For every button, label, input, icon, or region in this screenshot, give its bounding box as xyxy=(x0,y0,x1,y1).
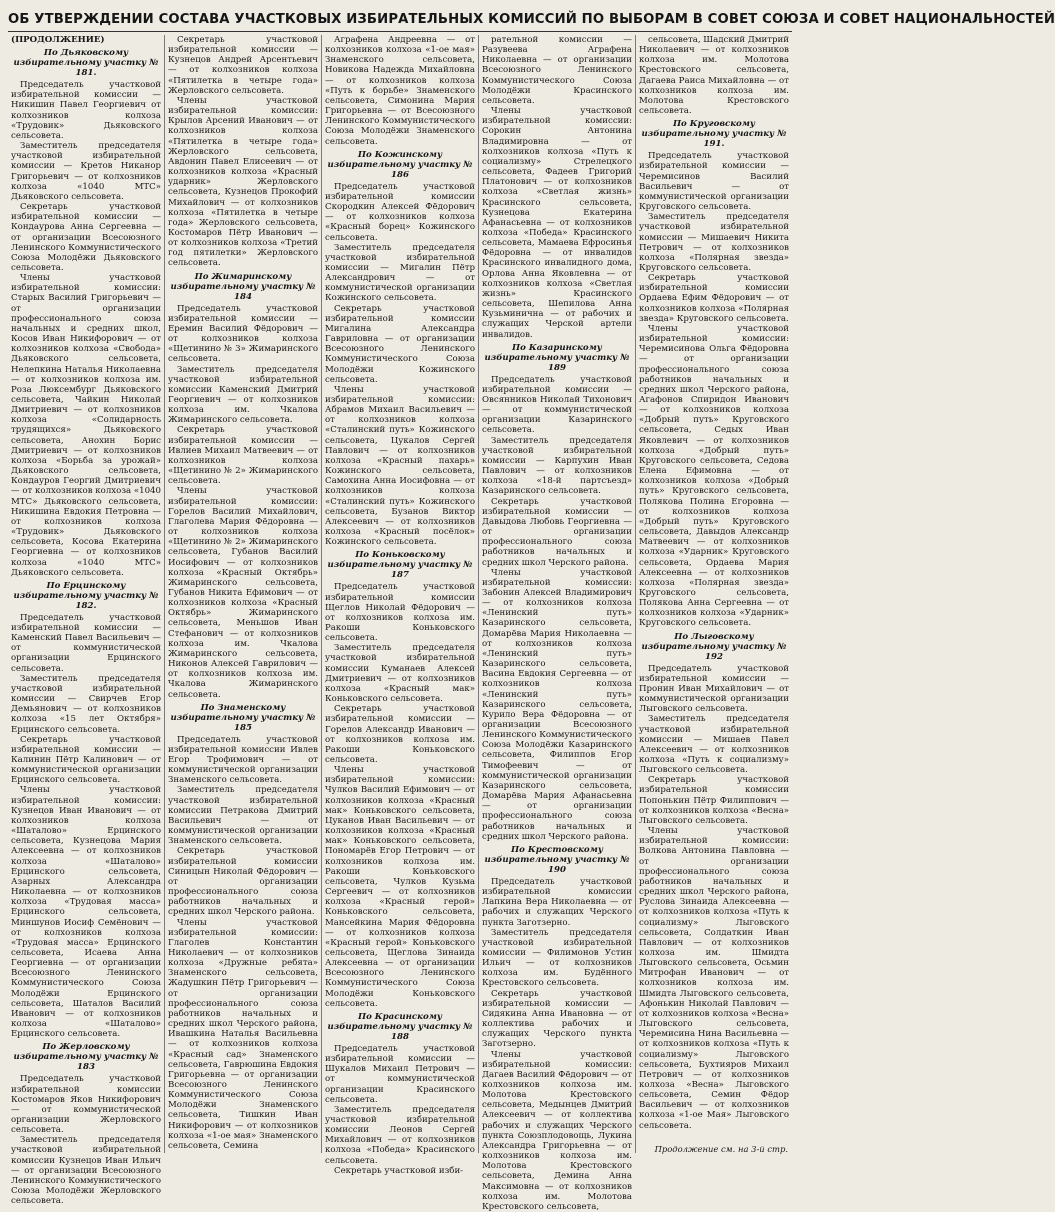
precinct-heading: По Коньковскому избирательному участку № 187 xyxy=(327,550,473,581)
paragraph: Заместитель председателя участковой избирательной комиссии Петракова Дмитрий Васильевич — от коммунистической организации Знаменского сельсовета. xyxy=(168,785,318,847)
paragraph: Члены участковой избирательной комиссии: Черемисинова Ольга Фёдоровна — от организации профессионального союза работников начальных и средних школ Черского района, Агафонов Спиридон Иванович — от колхозников колхоза «Добрый путь» Круговского сельсовета, Седых Иван Яковлевич — от колхозников колхоза «Добрый путь» Круговского сельсовета, Седова Елена Ефимовна — от колхозников колхоза «Добрый путь» Круговского сельсовета, Полякова Полина Егоровна — от колхозников колхоза «Добрый путь» Круговского сельсовета, Давыдов Александр Матвеевич — от колхозников колхоза «Ударник» Круговского сельсовета, Ордаева Мария Алексеевна — от колхозников колхоза «Полярная звезда» Круговского сельсовета, Полякова Анна Сергеевна — от колхозников колхоза «Ударник» Круговского сельсовета. xyxy=(639,323,789,629)
paragraph: Заместитель председателя участковой избирательной комиссии — Кретов Никанор Григорьевич — от колхозников колхоза «1040 МТС» Дьяковского сельсовета. xyxy=(11,141,161,202)
paragraph: Секретарь участковой избирательной комиссии Мигалина Александра Гавриловна — от организации Всесоюзного Ленинского Коммунистического Союза Молодёжи Кожинского сельсовета. xyxy=(325,303,475,385)
paragraph: Члены участковой избирательной комиссии: Забонин Алексей Владимирович — от колхозников колхоза «Ленинский путь» Казаринского сельсовета, Домарёва Мария Николаевна — от колхозников колхоза «Ленинский путь» Казаринского сельсовета, Васина Евдокия Сергеевна — от колхозников колхоза «Ленинский путь» Казаринского сельсовета, Курило Вера Фёдоровна — от организации Всесоюзного Ленинского Коммунистического Союза Молодёжи Казаринского сельсовета, Филиппов Егор Тимофеевич — от коммунистической организации Казаринского сельсовета, Домарёва Мария Афанасьевна — от организации профессионального союза работников начальных и средних школ Черского района. xyxy=(482,567,633,842)
precinct-heading: По Дьяковскому избирательному участку № 181. xyxy=(13,48,159,79)
paragraph: Члены участковой избирательной комиссии: Старых Василий Григорьевич — от организации профессионального союза начальных и средних школ, Косов Иван Никифорович — от колхозников колхоза «Свобода» Дьяковского сельсовета, Нелепкина Наталья Николаевна — от колхозников колхоза им. Роза Люксембург Дьяковского сельсовета, Чайкин Николай Дмитриевич — от колхозников колхоза «Солидарность трудящихся» Дьяковского сельсовета, Анохин Борис Дмитриевич — от колхозников колхоза «Борьба за урожай» Дьяковского сельсовета, Кондауров Георгий Дмитриевич — от колхозников колхоза «1040 МТС» Дьяковского сельсовета, Никишина Евдокия Петровна — от колхозников колхоза «Трудовик» Дьяковского сельсовета, Косова Екатерина Георгиевна — от колхозников колхоза «1040 МТС» Дьяковского сельсовета. xyxy=(11,273,161,578)
paragraph: Аграфена Андреевна — от колхозников колхоза «1-ое мая» Знаменского сельсовета, Новикова Надежда Михайловна — от колхозников колхоза «Путь к борьбе» Знаменского сельсовета, Симонина Мария Григорьевна — от Всесоюзного Ленинского Коммунистического Союза Молодёжи Знаменского сельсовета. xyxy=(325,35,476,147)
paragraph: Секретарь участковой избирательной комиссии — Калинин Пётр Калинович — от коммунистической организации Ерцинского сельсовета. xyxy=(11,734,161,786)
precinct-heading: По Жимаринскому избирательному участку № 184 xyxy=(170,271,316,302)
precinct-heading: По Казаринскому избирательному участку № 189 xyxy=(484,342,630,373)
headline: ОБ УТВЕРЖДЕНИИ СОСТАВА УЧАСТКОВЫХ ИЗБИРАТЕЛЬНЫХ КОМИССИЙ ПО ВЫБОРАМ В СОВЕТ СОЮЗА И СОВЕТ НАЦИОНАЛЬНОСТЕЙ xyxy=(8,12,1055,27)
paragraph: Члены участковой избирательной комиссии: Волкова Антонина Павловна — от организации профессионального союза работников начальных и средних школ Черского района, Руслова Зинаида Алексеевна — от колхозников колхоза «Путь к социализму» Лыговского сельсовета, Солдаткин Иван Павлович — от колхозников колхоза им. Шмидта Лыговского сельсовета, Осьмин Митрофан Иванович — от колхозников колхоза им. Шмидта Лыговского сельсовета, Афонькин Николай Павлович — от колхозников колхоза «Весна» Лыговского сельсовета, Черемисина Нина Васильевна — от колхозников колхоза «Путь к социализму» Лыговского сельсовета, Бухтияров Михаил Петрович — от колхозников колхоза «Весна» Лыговского сельсовета, Семин Фёдор Васильевич — от колхозников колхоза «1-ое Мая» Лыговского сельсовета. xyxy=(639,826,789,1131)
paragraph: Члены участковой избирательной комиссии: Крылов Арсений Иванович — от колхозников колхоза «Пятилетка в четыре года» Жерловского сельсовета, Авдонин Павел Елисеевич — от колхозников колхоза «Красный ударник» Жерловского сельсовета, Кузнецов Прокофий Михайлович — от колхозников колхоза «Пятилетка в четыре года» Жерловского сельсовета, Костомаров Пётр Иванович — от колхозников колхоза «Третий год пятилетки» Жерловского сельсовета. xyxy=(168,95,318,269)
paragraph: Члены участковой избирательной комиссии: Абрамов Михаил Васильевич — от колхозников колхоза «Сталинский путь» Кожинского сельсовета, Цукалов Сергей Павлович — от колхозников колхоза «Красный пахарь» Кожинского сельсовета, Самохина Анна Иосифовна — от колхозников колхоза «Сталинский путь» Кожинского сельсовета, Бузанов Виктор Алексеевич — от колхозников колхоза «Красный посёлок» Кожинского сельсовета. xyxy=(325,384,475,548)
paragraph: рательной комиссии — Разувеева Аграфена Николаевна — от организации Всесоюзного Ленинского Коммунистического Союза Молодёжи Красинского сельсовета. xyxy=(482,35,632,106)
paragraph: Секретарь участковой избирательной комиссии — Кузнецов Андрей Арсентьевич — от колхозников колхоза «Пятилетка в четыре года» Жерловского сельсовета. xyxy=(168,35,318,96)
paragraph: Заместитель председателя участковой избирательной комиссии — Мигалин Пётр Александрович — от коммунистической организации Кожинского сельсовета. xyxy=(325,242,475,304)
headline-rule xyxy=(8,31,792,32)
precinct-heading: По Ерцинскому избирательному участку № 182. xyxy=(13,580,159,611)
paragraph: Председатель участковой избирательной комиссии Скородкин Алексей Фёдорович — от колхозников колхоза «Красный борец» Кожинского сельсовета. xyxy=(325,181,475,243)
paragraph: Члены участковой избирательной комиссии: Кузнецов Иван Иванович — от колхозников колхоза «Шаталово» Ерцинского сельсовета, Кузнецова Мария Алексеевна — от колхозников колхоза «Шаталово» Ерцинского сельсовета, Азарных Александра Николаевна — от колхозников колхоза «Трудовая масса» Ерцинского сельсовета, Миншунов Иосиф Семёнович — от колхозников колхоза «Трудовая масса» Ерцинского сельсовета, Исаева Анна Георгиевна — от организации Всесоюзного Ленинского Коммунистического Союза Молодёжи Ерцинского сельсовета, Шаталов Василий Иванович — от колхозников колхоза «Шаталово» Ерцинского сельсовета. xyxy=(11,785,161,1040)
paragraph: Члены участковой избирательной комиссии: Сорокин Антонина Владимировна — от колхозников колхоза «Путь к социализму» Стрелецкого сельсовета, Фадеев Григорий Платонович — от колхозников колхоза «Светлая жизнь» Красинского сельсовета, Кузнецова Екатерина Афанасьевна — от колхозников колхоза «Победа» Красинского сельсовета, Мамаева Ефросинья Фёдоровна — от инвалидов Красинского инвалидного дома, Орлова Анна Яковлевна — от колхозников колхоза «Светлая жизнь» Красинского сельсовета, Шепилова Анна Кузьминична — от рабочих и служащих Черской артели инвалидов. xyxy=(482,106,632,340)
paragraph: Заместитель председателя участковой избирательной комиссии — Карпухин Иван Павлович — от колхозников колхоза «18-й партсъезд» Казаринского сельсовета. xyxy=(482,435,632,497)
paragraph: Члены участковой избирательной комиссии: Дагаев Василий Фёдорович — от колхозников колхоза им. Молотова Крестовского сельсовета, Медынцев Дмитрий Алексеевич — от коллектива рабочих и служащих Черского пункта Союзплодовощь, Лукина Александра Григорьевна — от колхозников колхоза им. Молотова Крестовского сельсовета, Демина Анна Максимовна — от колхозников колхоза им. Молотова Крестовского сельсовета, xyxy=(482,1049,632,1212)
paragraph: Председатель участковой избирательной комиссии — Черемисинов Василий Васильевич — от коммунистической организации Круговского сельсовета. xyxy=(639,151,789,213)
paragraph: Секретарь участковой избирательной комиссии — Ивлиев Михаил Матвеевич — от колхозников колхоза «Щетинино № 2» Жимаринского сельсовета. xyxy=(168,425,318,487)
paragraph: Члены участковой избирательной комиссии: Глаголев Константин Николаевич — от колхозников колхоза «Дружные ребята» Знаменского сельсовета, Жадушкин Пётр Григорьевич — от организации профессионального союза работников начальных и средних школ Черского района, Ивашкина Наталья Васильевна — от колхозников колхоза «Красный сад» Знаменского сельсовета, Гаврюшина Евдокия Григорьевна — от организации Всесоюзного Ленинского Коммунистического Союза Молодёжи Знаменского сельсовета, Тишкин Иван Никифорович — от колхозников колхоза «1-ое мая» Знаменского сельсовета, Семина xyxy=(168,917,318,1151)
article-columns xyxy=(8,35,792,1212)
precinct-heading: По Жерловскому избирательному участку № 183 xyxy=(13,1042,159,1073)
paragraph: Заместитель председателя участковой избирательной комиссии Кузнецов Иван Ильич — от организации Всесоюзного Ленинского Коммунистического Союза Молодёжи Жерловского сельсовета. xyxy=(11,1135,162,1207)
paragraph: Секретарь участковой избирательной комиссии — Давыдова Любовь Георгиевна — от организации профессионального союза работников начальных и средних школ Черского района. xyxy=(482,496,632,568)
paragraph: Председатель участковой избирательной комиссии — Каменский Павел Васильевич — от коммунистической организации Ерцинского сельсовета. xyxy=(11,612,161,674)
precinct-heading: По Круговскому избирательному участку № 191. xyxy=(641,119,787,150)
paragraph: Председатель участковой избирательной комиссии — Еремин Василий Фёдорович — от колхозников колхоза «Щетинино № 3» Жимаринского сельсовета. xyxy=(168,303,318,365)
paragraph: Заместитель председателя участковой избирательной комиссии — Свирчев Егор Демьянович — от колхозников колхоза «15 лет Октября» Ерцинского сельсовета. xyxy=(11,673,161,735)
paragraph: Председатель участковой избирательной комиссии Ивлев Егор Трофимович — от коммунистической организации Знаменского сельсовета. xyxy=(168,734,318,786)
precinct-heading: По Лыговскому избирательному участку № 192 xyxy=(641,631,787,662)
precinct-heading: По Знаменскому избирательному участку № 185 xyxy=(170,702,316,733)
continuation-label: (ПРОДОЛЖЕНИЕ) xyxy=(11,35,105,45)
column-4 xyxy=(479,35,636,1212)
precinct-heading: По Кожинскому избирательному участку № 186 xyxy=(327,149,473,180)
paragraph: Председатель участковой избирательной комиссии — Овсянников Николай Тихонович — от коммунистической организации Казаринского сельсовета. xyxy=(482,374,632,436)
column-2 xyxy=(165,35,322,1153)
paragraph: Секретарь участковой избирательной комиссии Синицын Николай Фёдорович — от организации профессионального союза работников начальных и средних школ Черского района. xyxy=(168,846,318,918)
paragraph: Заместитель председателя участковой избирательной комиссии Куманаев Алексей Дмитриевич — от колхозников колхоза «Красный мак» Коньковского сельсовета. xyxy=(325,643,475,705)
paragraph: Секретарь участковой избирательной комиссии — Сидякина Анна Ивановна — от коллектива рабочих и служащих Черского пункта Заготзерно. xyxy=(482,988,632,1050)
paragraph: Секретарь участковой избирательной комиссии — Горелов Александр Иванович — от колхозников колхоза им. Ракоши Коньковского сельсовета. xyxy=(325,704,475,765)
paragraph: Председатель участковой избирательной комиссии — Шукалов Михаил Петрович — от коммунистической организации Красинского сельсовета. xyxy=(325,1043,475,1105)
paragraph: Председатель участковой избирательной комиссии Лапкина Вера Николаевна — от рабочих и служащих Черского пункта Заготзерно. xyxy=(482,876,632,928)
continuation-note: Продолжение см. на 3-й стр. xyxy=(654,1144,788,1154)
column-1 xyxy=(8,35,165,1207)
column-3 xyxy=(322,35,479,1176)
precinct-heading: По Крестовскому избирательному участку № 190 xyxy=(484,844,630,875)
column-5 xyxy=(636,35,792,1153)
paragraph: сельсовета, Шадский Дмитрий Николаевич — от колхозников колхоза им. Молотова Крестовского сельсовета, Дагаева Раиса Михайловна — от колхозников колхоза им. Молотова Крестовского сельсовета. xyxy=(639,35,789,117)
paragraph: Члены участковой избирательной комиссии: Чулков Василий Ефимович — от колхозников колхоза «Красный мак» Коньковского сельсовета, Цуканов Иван Васильевич — от колхозников колхоза «Красный мак» Коньковского сельсовета, Пономарёв Егор Петрович — от колхозников колхоза им. Ракоши Коньковского сельсовета, Чулков Кузьма Сергеевич — от колхозников колхоза «Красный герой» Коньковского сельсовета, Мансейкина Мария Фёдоровна — от колхозников колхоза «Красный герой» Коньковского сельсовета, Щеглова Зинаида Алексеевна — от организации Всесоюзного Ленинского Коммунистического Союза Молодёжи Коньковского сельсовета. xyxy=(325,765,475,1009)
paragraph: Председатель участковой избирательной комиссии — Пронин Иван Михайлович — от коммунистической организации Лыговского сельсовета. xyxy=(639,663,789,715)
paragraph: Заместитель председателя участковой избирательной комиссии — Филимонов Устин Ильич — от колхозников колхоза им. Будённого Крестовского сельсовета. xyxy=(482,927,632,989)
paragraph: Заместитель председателя участковой избирательной комиссии — Мишаевич Никита Петрович — от колхозников колхоза «Полярная звезда» Круговского сельсовета. xyxy=(639,212,789,273)
paragraph: Члены участковой избирательной комиссии: Горелов Василий Михайлович, Глаголева Мария Фёдоровна — от колхозников колхоза «Щетинино № 2» Жимаринского сельсовета, Губанов Василий Иосифович — от колхозников колхоза «Красный Октябрь» Жимаринского сельсовета, Губанов Никита Ефимович — от колхозников колхоза «Красный Октябрь» Жимаринского сельсовета, Меньшов Иван Стефанович — от колхозников колхоза им. Чкалова Жимаринского сельсовета, Никонов Алексей Гаврилович — от колхозников колхоза им. Чкалова Жимаринского сельсовета. xyxy=(168,486,318,700)
paragraph: Председатель участковой избирательной комиссии Костомаров Яков Никифорович — от коммунистической организации Жерловского сельсовета. xyxy=(11,1074,161,1136)
paragraph: Секретарь участковой избирательной комиссии Ордаева Ефим Фёдорович — от колхозников колхоза «Полярная звезда» Круговского сельсовета. xyxy=(639,273,789,324)
paragraph: Секретарь участковой избирательной комиссии — Кондаурова Анна Сергеевна — от организации Всесоюзного Ленинского Коммунистического Союза Молодёжи Дьяковского сельсовета. xyxy=(11,202,162,273)
paragraph: Заместитель председателя участковой избирательной комиссии — Мишаев Павел Алексеевич — от колхозников колхоза «Путь к социализму» Лыговского сельсовета. xyxy=(639,714,789,776)
paragraph: Секретарь участковой избирательной комиссии Попонькин Пётр Филиппович — от колхозников колхоза «Весна» Лыговского сельсовета. xyxy=(639,775,789,826)
paragraph: Секретарь участковой изби- xyxy=(334,1165,464,1176)
paragraph: Председатель участковой избирательной комиссии Щеглов Николай Фёдорович — от колхозников колхоза им. Ракоши Коньковского сельсовета. xyxy=(325,582,475,644)
paragraph: Заместитель председателя участковой избирательной комиссии Каменский Дмитрий Георгиевич — от колхозников колхоза им. Чкалова Жимаринского сельсовета. xyxy=(168,364,318,426)
paragraph: Заместитель председателя участковой избирательной комиссии Леонов Сергей Михайлович — от колхозников колхоза «Победа» Красинского сельсовета. xyxy=(325,1104,475,1166)
precinct-heading: По Красинскому избирательному участку № 188 xyxy=(327,1011,473,1042)
paragraph: Председатель участковой избирательной комиссии — Никишин Павел Георгиевич от колхозников колхоза «Трудовик» Дьяковского сельсовета. xyxy=(11,80,161,141)
